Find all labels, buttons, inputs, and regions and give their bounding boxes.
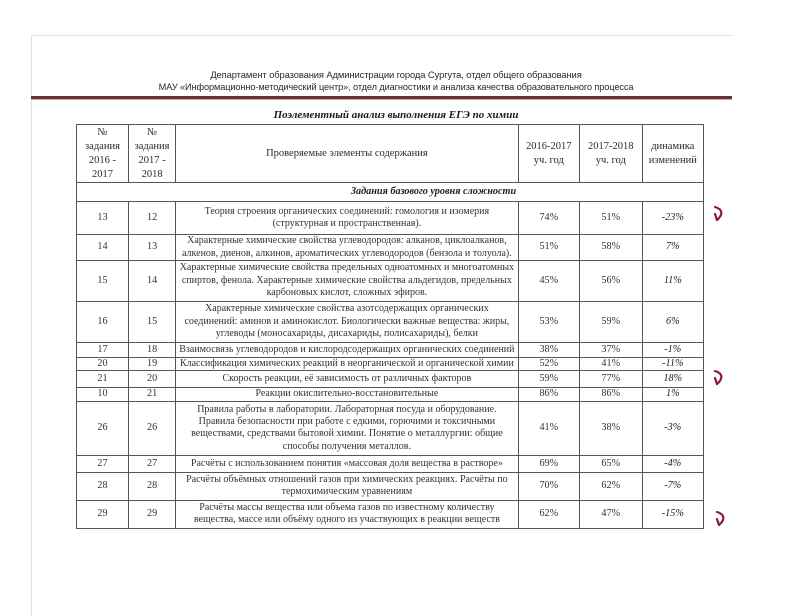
dynamics-value: 1% [642,388,703,401]
task-old: 20 [77,358,129,371]
element-desc: Характерные химические свойства азотсодержащих органических соединений: аминов и аминокислот. Биологически важные вещества: жиры, углеводы (моносахариды, дисахариды, полисахариды), белки [176,302,518,343]
pct-2017: 37% [579,343,642,358]
task-old: 28 [77,472,129,500]
task-new: 18 [128,343,175,358]
checkmark-icon [712,205,726,221]
pct-2017: 56% [579,261,642,302]
task-old: 13 [77,202,129,235]
table-title: Поэлементный анализ выполнения ЕГЭ по химии [273,109,519,121]
dynamics-value: -3% [642,401,703,455]
dynamics-value: -4% [642,455,703,472]
table-row [77,455,704,472]
dynamics-value: -15% [642,500,703,528]
dynamics-value: -7% [642,472,703,500]
pct-2016: 86% [518,388,579,401]
col-dynamics: динамика изменений [642,125,703,183]
pct-2016: 53% [518,302,579,343]
table-row [77,235,704,261]
table-row [77,472,704,500]
task-old: 16 [77,302,129,343]
table-header-row [77,125,704,183]
element-desc: Расчёты объёмных отношений газов при химических реакциях. Расчёты по термохимическим уравнениям [176,472,518,500]
task-old: 26 [77,401,129,455]
task-new: 20 [128,371,175,388]
dynamics-value: 6% [642,302,703,343]
dynamics-value: -1% [642,343,703,358]
table-row [77,261,704,302]
section-title: Задания базового уровня сложности [77,183,704,202]
task-old: 21 [77,371,129,388]
dynamics-value: 7% [642,235,703,261]
table-row [77,500,704,528]
pct-2017: 77% [579,371,642,388]
pct-2016: 74% [518,202,579,235]
task-new: 21 [128,388,175,401]
task-old: 17 [77,343,129,358]
pct-2016: 59% [518,371,579,388]
element-desc: Теория строения органических соединений: гомология и изомерия (структурная и пространственная). [176,202,518,235]
pct-2016: 51% [518,235,579,261]
pct-2017: 47% [579,500,642,528]
dynamics-value: 18% [642,371,703,388]
dynamics-value: -11% [642,358,703,371]
col-elements: Проверяемые элементы содержания [176,125,518,183]
task-new: 29 [128,500,175,528]
header-department: Департамент образования Администрации города Сургута, отдел общего образования [210,69,582,80]
table-row [77,388,704,401]
pct-2017: 86% [579,388,642,401]
task-old: 10 [77,388,129,401]
header-center: МАУ «Информационно-методический центр», отдел диагностики и анализа качества образовательного процесса [158,82,634,92]
pct-2017: 51% [579,202,642,235]
pct-2017: 58% [579,235,642,261]
element-desc: Расчёты с использованием понятия «массовая доля вещества в растворе» [176,455,518,472]
table-row [77,371,704,388]
element-desc: Реакции окислительно-восстановительные [176,388,518,401]
task-new: 27 [128,455,175,472]
task-old: 29 [77,500,129,528]
element-desc: Классификация химических реакций в неорганической и органической химии [176,358,518,371]
element-desc: Взаимосвязь углеводородов и кислородсодержащих органических соединений [176,343,518,358]
task-new: 19 [128,358,175,371]
pct-2016: 70% [518,472,579,500]
col-year-2017: 2017-2018 уч. год [579,125,642,183]
pct-2017: 62% [579,472,642,500]
task-old: 14 [77,235,129,261]
table-row [77,343,704,358]
element-desc: Расчёты массы вещества или объема газов по известному количеству вещества, массе или объёму одного из участвующих в реакции веществ [176,500,518,528]
pct-2016: 41% [518,401,579,455]
pct-2016: 38% [518,343,579,358]
pct-2017: 59% [579,302,642,343]
checkmark-icon [712,369,726,385]
pct-2017: 65% [579,455,642,472]
table-row [77,401,704,455]
pct-2016: 69% [518,455,579,472]
results-table [76,124,704,529]
dynamics-value: 11% [642,261,703,302]
document-header [60,68,732,94]
table-row [77,302,704,343]
task-old: 27 [77,455,129,472]
task-new: 14 [128,261,175,302]
dynamics-value: -23% [642,202,703,235]
col-task-2017: № задания 2017 - 2018 [128,125,175,183]
task-new: 12 [128,202,175,235]
header-separator-shadow [31,99,732,100]
checkmark-icon [714,510,728,526]
element-desc: Характерные химические свойства углеводородов: алканов, циклоалканов, алкенов, диенов, алкинов, ароматических углеводородов (бензола и толуола). [176,235,518,261]
pct-2016: 52% [518,358,579,371]
task-new: 15 [128,302,175,343]
task-new: 28 [128,472,175,500]
element-desc: Скорость реакции, её зависимость от различных факторов [176,371,518,388]
table-row [77,202,704,235]
element-desc: Характерные химические свойства предельных одноатомных и многоатомных спиртов, фенола. Характерные химические свойства альдегидов, предельных карбоновых кислот, сложных эфиров. [176,261,518,302]
pct-2016: 62% [518,500,579,528]
col-task-2016: № задания 2016 - 2017 [77,125,129,183]
task-new: 13 [128,235,175,261]
pct-2017: 41% [579,358,642,371]
task-old: 15 [77,261,129,302]
pct-2016: 45% [518,261,579,302]
col-year-2016: 2016-2017 уч. год [518,125,579,183]
pct-2017: 38% [579,401,642,455]
task-new: 26 [128,401,175,455]
section-row [77,183,704,202]
element-desc: Правила работы в лаборатории. Лабораторная посуда и оборудование. Правила безопасности при работе с едкими, горючими и токсичными веществами, средствами бытовой химии. Понятие о металлургии: общие способы получения металлов. [176,401,518,455]
table-row [77,358,704,371]
